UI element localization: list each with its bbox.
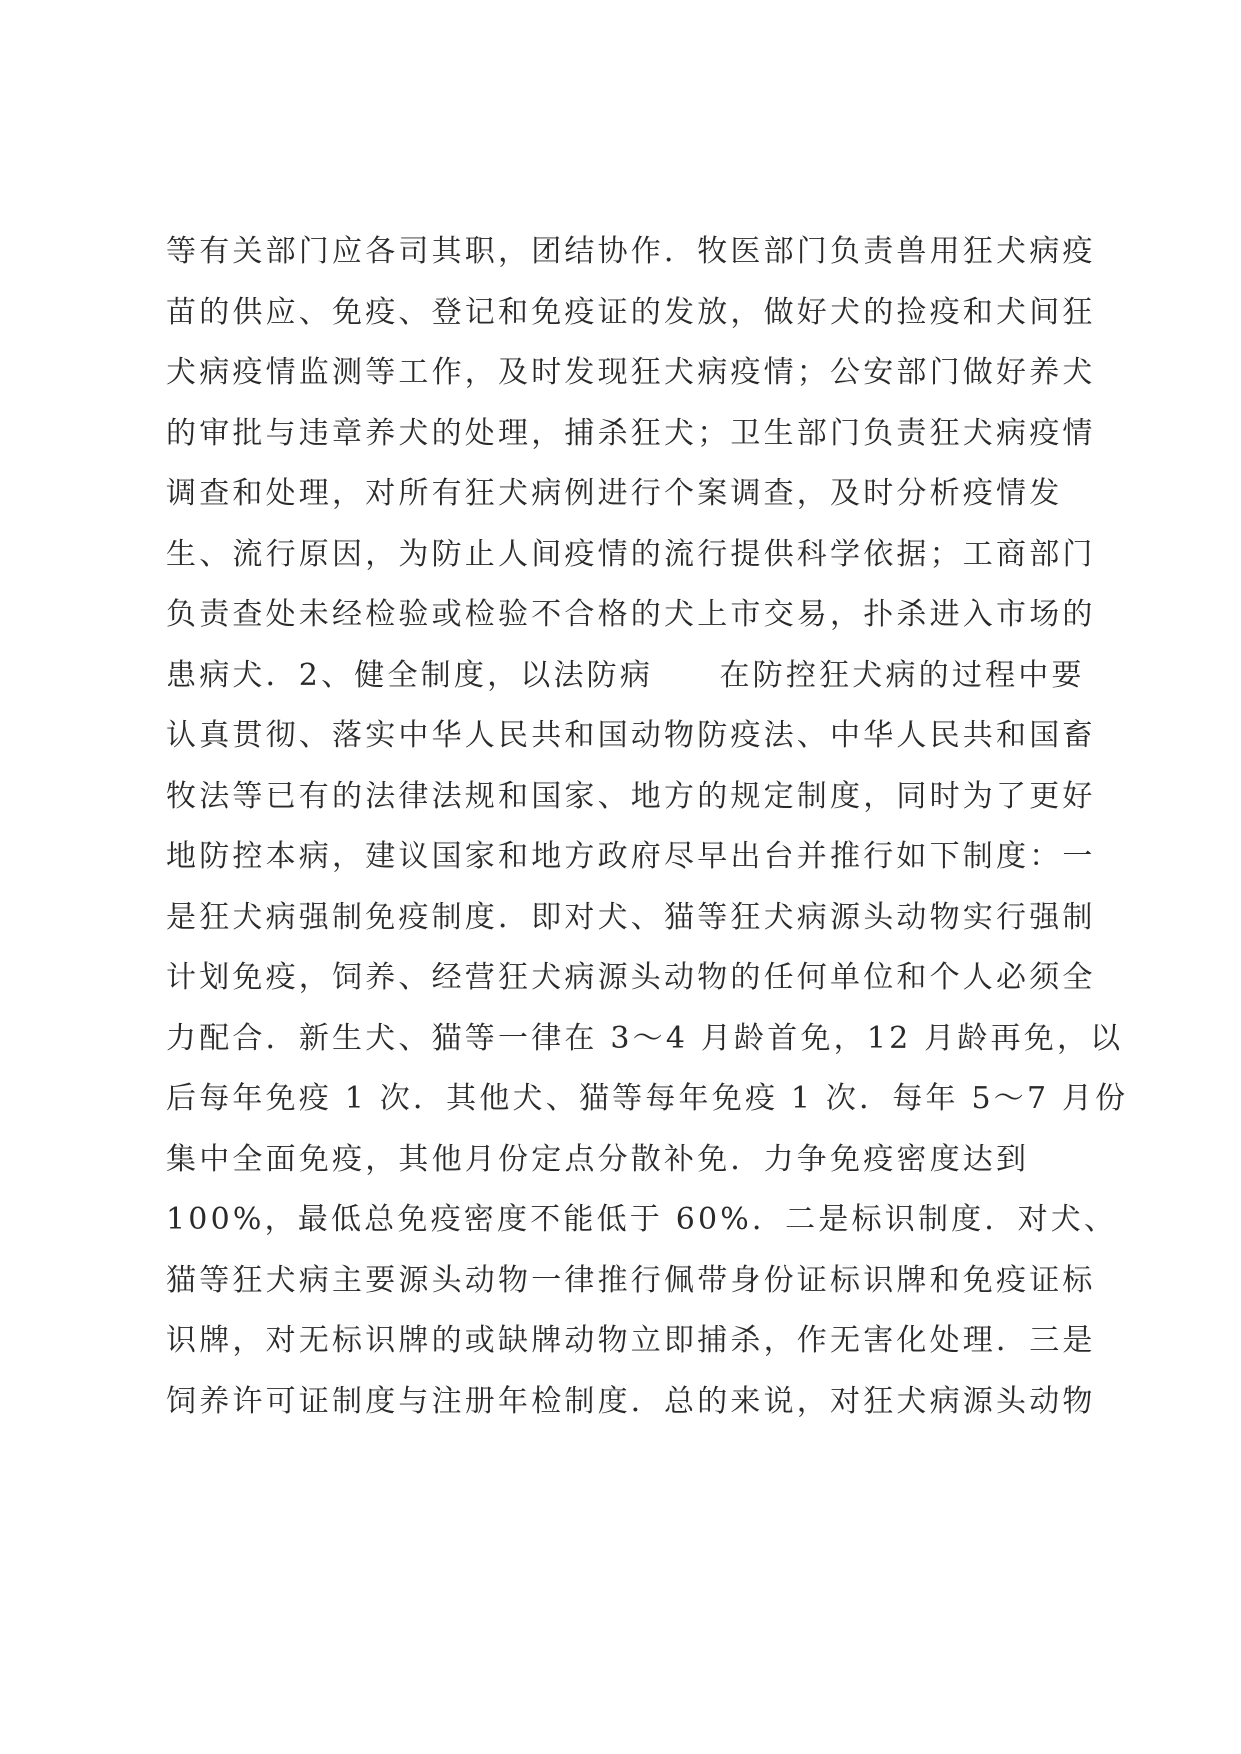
text-line: 等有关部门应各司其职，团结协作．牧医部门负责兽用狂犬病疫 — [166, 234, 1096, 269]
text-line: 的审批与违章养犬的处理，捕杀狂犬；卫生部门负责狂犬病疫情 — [166, 415, 1096, 451]
text-line: 调查和处理，对所有狂犬病例进行个案调查，及时分析疫情发 — [166, 476, 1063, 511]
text-line: 地防控本病，建议国家和地方政府尽早出台并推行如下制度：一 — [166, 839, 1096, 874]
text-line: 生、流行原因，为防止人间疫情的流行提供科学依据；工商部门 — [166, 536, 1096, 572]
text-line: 100%，最低总免疫密度不能低于 60%．二是标识制度．对犬、 — [166, 1202, 1118, 1237]
text-line: 牧法等已有的法律法规和国家、地方的规定制度，同时为了更好 — [166, 778, 1096, 814]
text-line: 集中全面免疫，其他月份定点分散补免．力争免疫密度达到 — [166, 1141, 1030, 1177]
text-line: 负责查处未经检验或检验不合格的犬上市交易，扑杀进入市场的 — [166, 597, 1096, 632]
text-line: 饲养许可证制度与注册年检制度．总的来说，对狂犬病源头动物 — [166, 1383, 1096, 1419]
text-line: 力配合．新生犬、猫等一律在 3～4 月龄首免，12 月龄再免，以 — [166, 1020, 1124, 1056]
text-line: 苗的供应、免疫、登记和免疫证的发放，做好犬的捡疫和犬间狂 — [166, 294, 1096, 330]
body-text — [166, 222, 1129, 1432]
text-line: 是狂犬病强制免疫制度．即对犬、猫等狂犬病源头动物实行强制 — [166, 899, 1096, 935]
text-line: 后每年免疫 1 次．其他犬、猫等每年免疫 1 次．每年 5～7 月份 — [166, 1081, 1129, 1116]
text-line: 认真贯彻、落实中华人民共和国动物防疫法、中华人民共和国畜 — [166, 718, 1096, 753]
text-line: 患病犬．2、健全制度，以法防病 在防控狂犬病的过程中要 — [166, 657, 1085, 693]
text-line: 计划免疫，饲养、经营狂犬病源头动物的任何单位和个人必须全 — [166, 960, 1096, 995]
text-line: 识牌，对无标识牌的或缺牌动物立即捕杀，作无害化处理．三是 — [166, 1323, 1096, 1358]
text-line: 犬病疫情监测等工作，及时发现狂犬病疫情；公安部门做好养犬 — [166, 355, 1096, 390]
text-line: 猫等狂犬病主要源头动物一律推行佩带身份证标识牌和免疫证标 — [166, 1262, 1096, 1298]
